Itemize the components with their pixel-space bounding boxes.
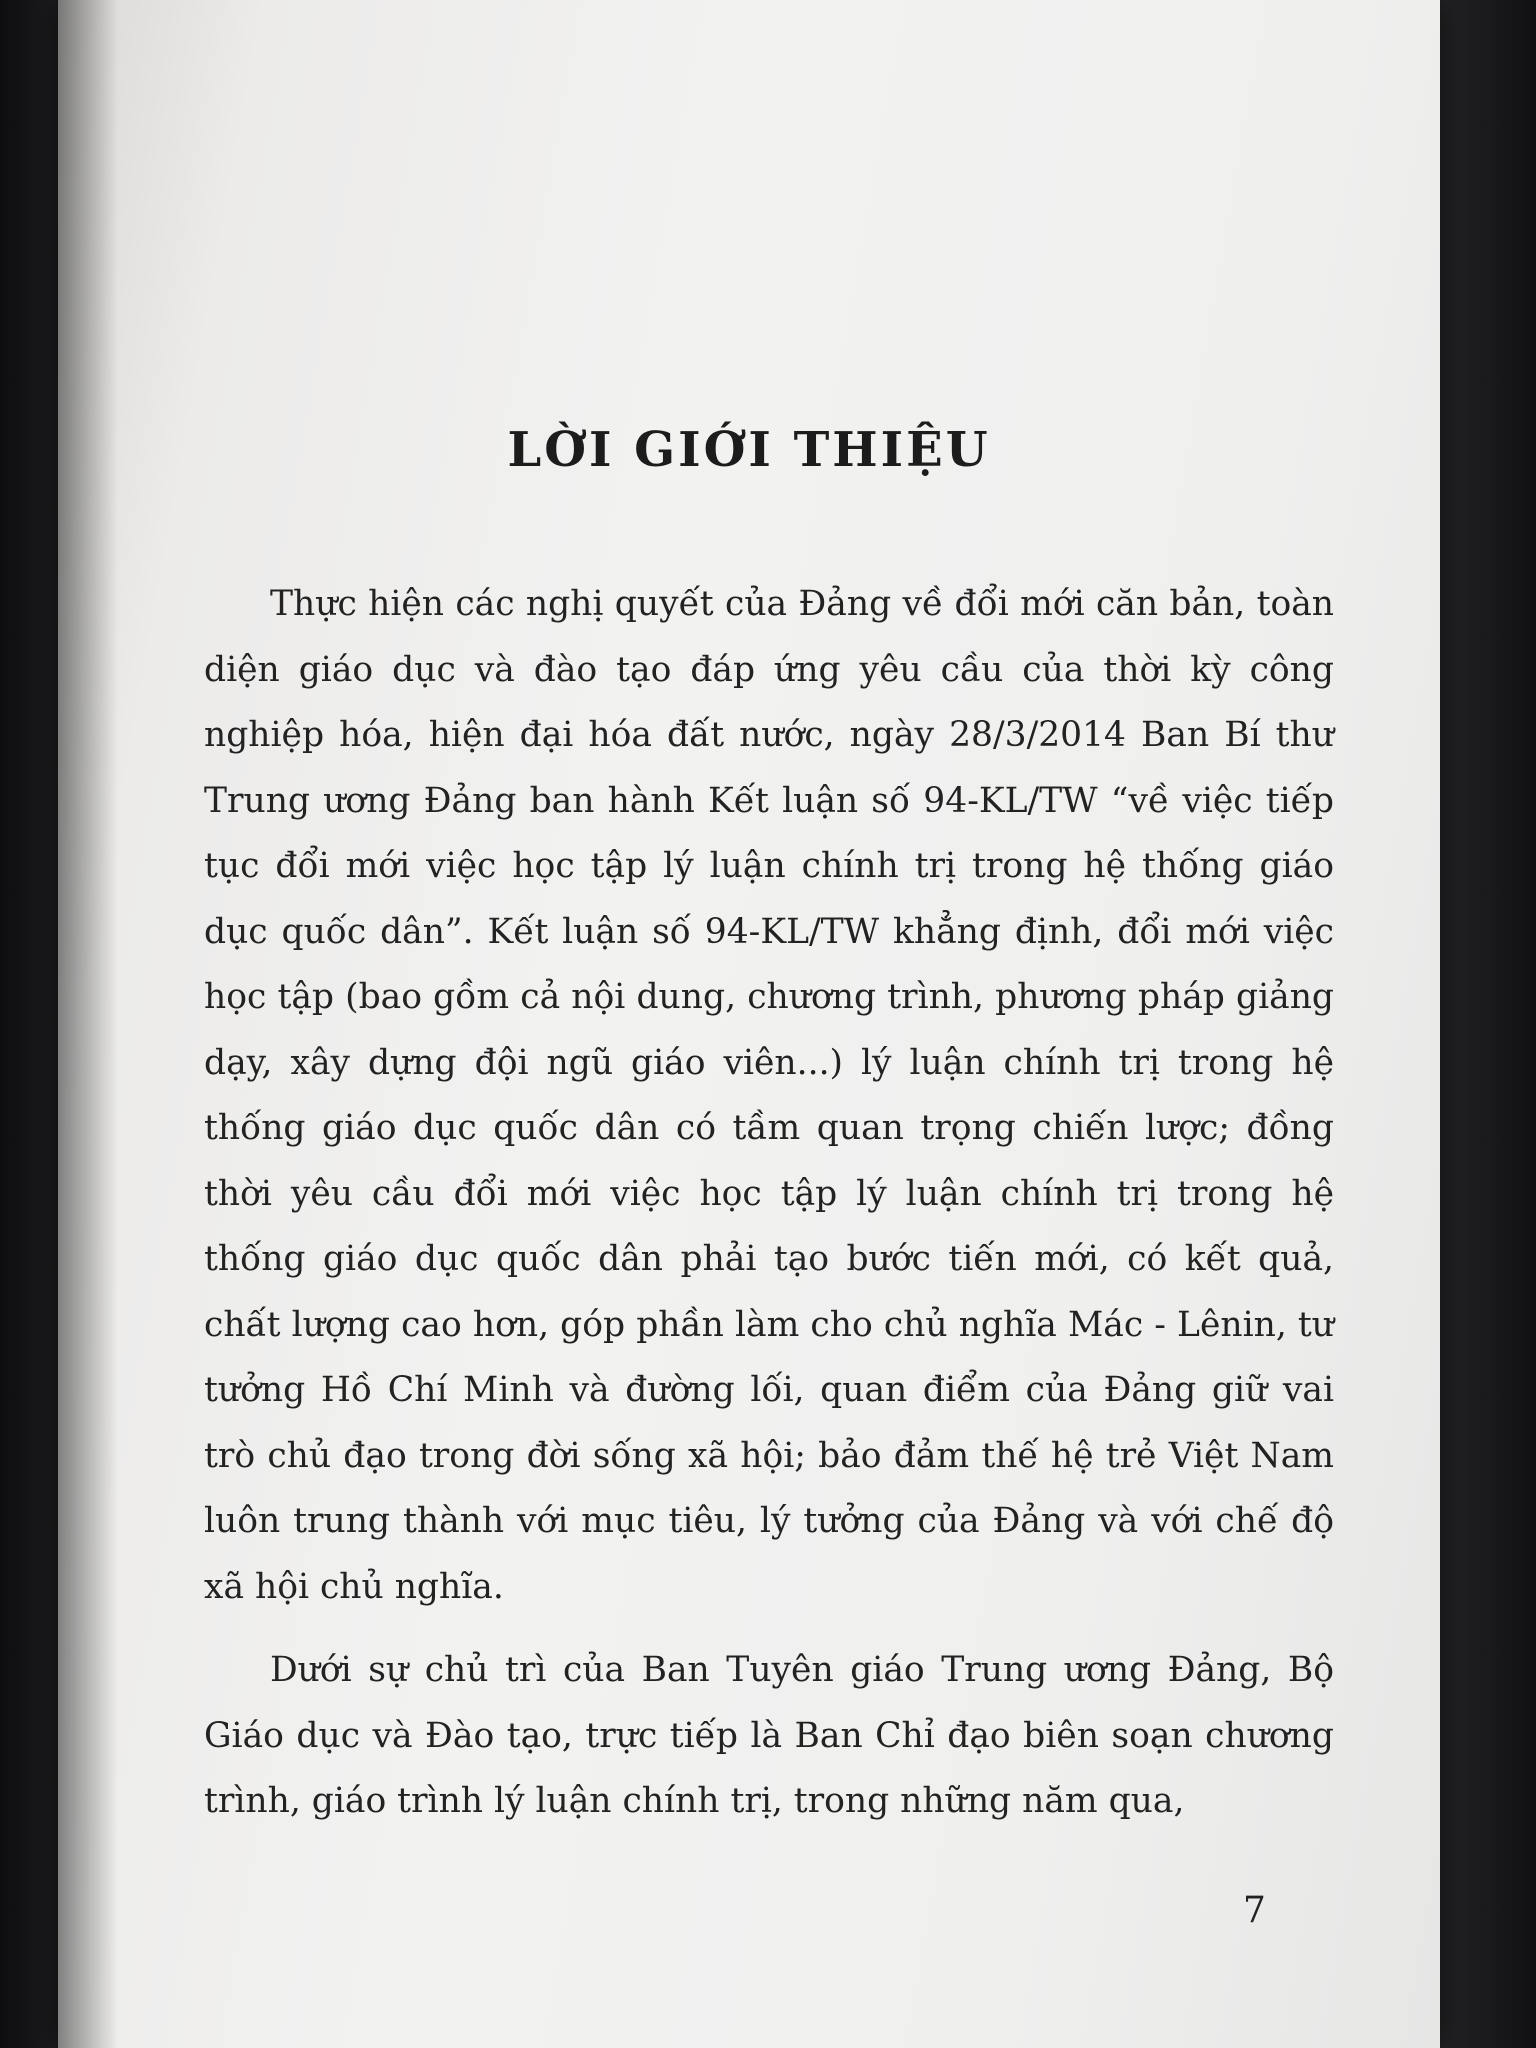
page-gutter-shadow: [58, 0, 118, 2048]
paragraph-1: Thực hiện các nghị quyết của Đảng về đổi mới căn bản, toàn diện giáo dục và đào tạo đáp ứng yêu cầu của thời kỳ công nghiệp hóa, hiện đại hóa đất nước, ngày 28/3/2014 Ban Bí thư Trung ương Đảng ban hành Kết luận số 94-KL/TW “về việc tiếp tục đổi mới việc học tập lý luận chính trị trong hệ thống giáo dục quốc dân”. Kết luận số 94-KL/TW khẳng định, đổi mới việc học tập (bao gồm cả nội dung, chương trình, phương pháp giảng dạy, xây dựng đội ngũ giáo viên...) lý luận chính trị trong hệ thống giáo dục quốc dân có tầm quan trọng chiến lược; đồng thời yêu cầu đổi mới việc học tập lý luận chính trị trong hệ thống giáo dục quốc dân phải tạo bước tiến mới, có kết quả, chất lượng cao hơn, góp phần làm cho chủ nghĩa Mác - Lênin, tư tưởng Hồ Chí Minh và đường lối, quan điểm của Đảng giữ vai trò chủ đạo trong đời sống xã hội; bảo đảm thế hệ trẻ Việt Nam luôn trung thành với mục tiêu, lý tưởng của Đảng và với chế độ xã hội chủ nghĩa.: [204, 584, 1334, 1607]
background-right: [1426, 0, 1536, 2048]
page-number: 7: [1243, 1890, 1266, 1931]
paragraph-2: Dưới sự chủ trì của Ban Tuyên giáo Trung ương Đảng, Bộ Giáo dục và Đào tạo, trực tiếp là Ban Chỉ đạo biên soạn chương trình, giáo trình lý luận chính trị, trong những năm qua,: [204, 1650, 1334, 1821]
page-heading: LỜI GIỚI THIỆU: [507, 422, 991, 478]
book-page: [58, 0, 1440, 2048]
body-text: [204, 572, 1334, 1835]
